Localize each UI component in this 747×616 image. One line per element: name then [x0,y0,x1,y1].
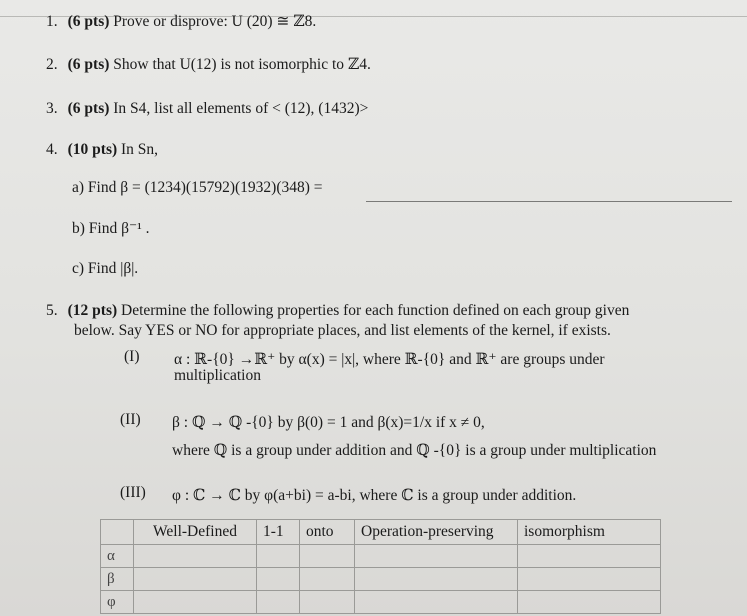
part-I-label: (I) [124,348,140,365]
answer-cell[interactable] [518,545,661,568]
question-5-line2: below. Say YES or NO for appropriate places, and list elements of the kernel, if exists. [74,322,611,339]
answer-cell[interactable] [518,568,661,591]
header-operation-preserving: Operation-preserving [355,520,518,545]
part-III-line1: φ : ℂ → ℂ by φ(a+bi) = a-bi, where ℂ is a group under addition. [172,487,577,504]
answer-cell[interactable] [257,568,300,591]
row-label-beta: β [101,568,134,591]
header-onto: onto [300,520,355,545]
answer-cell[interactable] [300,545,355,568]
question-points: (6 pts) [67,56,110,73]
question-number: 1. [46,13,58,30]
answer-cell[interactable] [355,545,518,568]
answer-cell[interactable] [300,568,355,591]
question-points: (6 pts) [67,100,110,117]
question-4a: a) Find β = (1234)(15792)(1932)(348) = [72,179,323,196]
part-II-line2: where ℚ is a group under addition and ℚ -{0} is a group under multiplication [172,442,657,459]
header-one-to-one: 1-1 [257,520,300,545]
header-isomorphism: isomorphism [518,520,661,545]
question-4b: b) Find β⁻¹ . [72,220,150,237]
answer-cell[interactable] [300,591,355,614]
table-header-row [101,520,661,545]
part-I-line1: α : ℝ-{0} →ℝ⁺ by α(x) = |x|, where ℝ-{0} and ℝ⁺ are groups under [174,351,605,368]
question-points: (10 pts) [67,141,118,158]
answer-cell[interactable] [518,591,661,614]
part-II-label: (II) [120,411,141,428]
header-well-defined: Well-Defined [134,520,257,545]
corner-cell [101,520,134,545]
properties-table [100,519,661,614]
table-row [101,591,661,614]
answer-cell[interactable] [134,545,257,568]
answer-cell[interactable] [355,568,518,591]
row-label-alpha: α [101,545,134,568]
row-label-phi: φ [101,591,134,614]
answer-cell[interactable] [257,591,300,614]
question-points: (6 pts) [67,13,110,30]
question-number: 3. [46,100,58,117]
question-text: Show that U(12) is not isomorphic to ℤ4. [113,56,371,73]
answer-cell[interactable] [134,568,257,591]
question-4c: c) Find |β|. [72,260,139,277]
part-III-label: (III) [120,484,146,501]
question-text: Prove or disprove: U (20) ≅ ℤ8. [113,13,317,30]
question-5 [46,302,629,320]
question-text: In S4, list all elements of < (12), (1432)> [113,100,369,117]
question-3 [46,100,368,118]
table-row [101,545,661,568]
question-number: 4. [46,141,58,158]
question-1 [46,12,316,31]
question-points: (12 pts) [67,302,118,319]
question-text-line1: Determine the following properties for each function defined on each group given [121,302,630,319]
question-number: 2. [46,56,58,73]
answer-cell[interactable] [257,545,300,568]
question-number: 5. [46,302,58,319]
answer-cell[interactable] [355,591,518,614]
question-4 [46,141,158,159]
answer-blank-line [366,201,732,202]
question-text: In Sn, [121,141,159,158]
question-2 [46,55,371,74]
part-II-line1: β : ℚ → ℚ -{0} by β(0) = 1 and β(x)=1/x if x ≠ 0, [172,414,485,431]
part-I-line2: multiplication [174,367,261,384]
table-row [101,568,661,591]
answer-cell[interactable] [134,591,257,614]
